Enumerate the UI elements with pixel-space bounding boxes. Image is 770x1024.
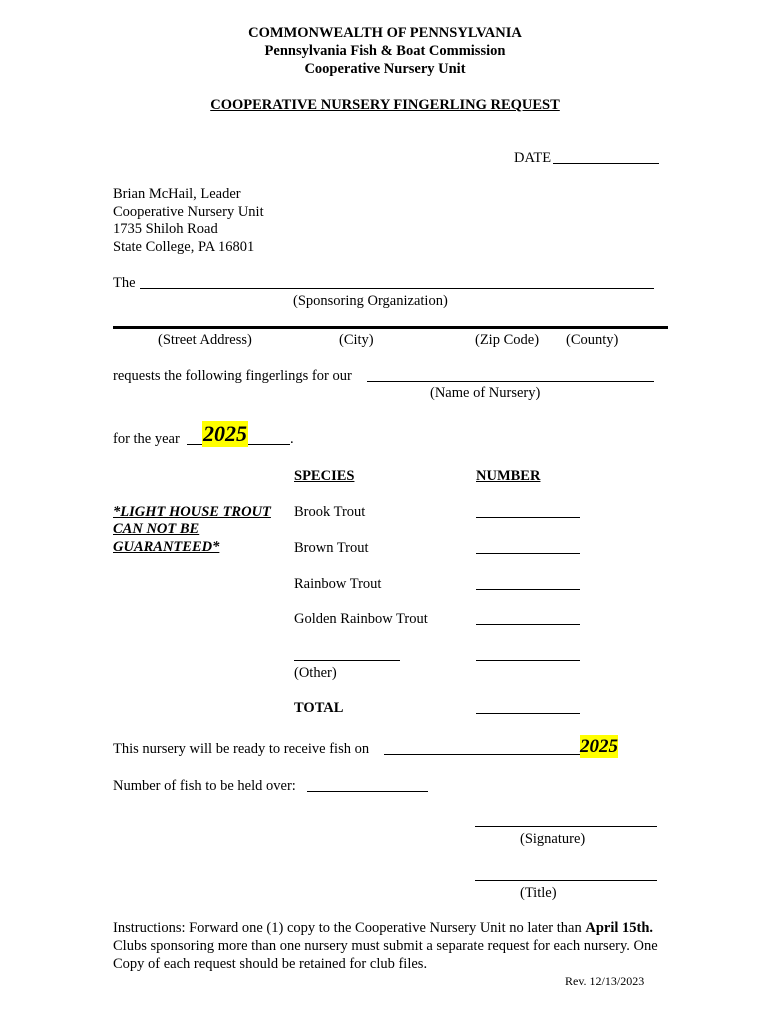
brook-trout-number-field[interactable] (476, 517, 580, 518)
address-street: 1735 Shiloh Road (113, 221, 218, 237)
title-field[interactable] (475, 880, 657, 881)
species-golden-rainbow-trout: Golden Rainbow Trout (294, 611, 428, 627)
header-commission: Pennsylvania Fish & Boat Commission (264, 43, 506, 59)
date-field[interactable] (553, 163, 659, 164)
ready-text: This nursery will be ready to receive fish on (113, 741, 370, 757)
address-name: Brian McHail, Leader (113, 186, 241, 202)
species-rainbow-trout: Rainbow Trout (294, 576, 382, 592)
instructions-deadline: April 15th. (585, 920, 654, 936)
form-title: COOPERATIVE NURSERY FINGERLING REQUEST (210, 97, 560, 113)
nursery-caption: (Name of Nursery) (430, 385, 541, 401)
instructions-part2: Clubs sponsoring more than one nursery must submit a separate request for each nursery. One Copy of each request should be retained for club files. (113, 938, 658, 972)
total-number-field[interactable] (476, 713, 580, 714)
species-brown-trout: Brown Trout (294, 540, 369, 556)
title-caption: (Title) (520, 885, 557, 901)
county-caption: (County) (566, 332, 619, 348)
other-number-field[interactable] (476, 660, 580, 661)
header-commonwealth: COMMONWEALTH OF PENNSYLVANIA (248, 25, 522, 41)
the-label: The (113, 275, 136, 291)
total-label: TOTAL (294, 700, 344, 716)
rainbow-trout-number-field[interactable] (476, 589, 580, 590)
signature-field[interactable] (475, 826, 657, 827)
nursery-name-field[interactable] (367, 381, 654, 382)
year-label: for the year (113, 431, 180, 447)
ready-date-field[interactable] (384, 754, 580, 755)
sponsoring-caption: (Sponsoring Organization) (293, 293, 448, 309)
species-brook-trout: Brook Trout (294, 504, 366, 520)
signature-caption: (Signature) (520, 831, 586, 847)
lighthouse-note-line2: CAN NOT BE (113, 521, 200, 537)
golden-rainbow-number-field[interactable] (476, 624, 580, 625)
instructions-part1: Instructions: Forward one (1) copy to the Cooperative Nursery Unit no later than (113, 920, 586, 936)
date-label: DATE (514, 150, 552, 166)
held-over-field[interactable] (307, 791, 428, 792)
address-field-line[interactable] (113, 326, 668, 329)
lighthouse-note-line3: GUARANTEED* (113, 539, 220, 555)
revision-date: Rev. 12/13/2023 (565, 974, 645, 988)
street-caption: (Street Address) (158, 332, 252, 348)
year-value: 2025 (203, 421, 247, 446)
lighthouse-note-line1: *LIGHT HOUSE TROUT (113, 504, 271, 520)
other-caption: (Other) (294, 665, 337, 681)
held-over-label: Number of fish to be held over: (113, 778, 296, 794)
address-unit: Cooperative Nursery Unit (113, 204, 264, 220)
species-header: SPECIES (294, 468, 355, 484)
city-caption: (City) (339, 332, 374, 348)
instructions (113, 919, 658, 973)
address-city: State College, PA 16801 (113, 239, 255, 255)
request-text: requests the following fingerlings for our (113, 368, 352, 384)
header-unit: Cooperative Nursery Unit (304, 61, 466, 77)
brown-trout-number-field[interactable] (476, 553, 580, 554)
other-species-field[interactable] (294, 660, 400, 661)
ready-year: 2025 (580, 736, 618, 757)
number-header: NUMBER (476, 468, 541, 484)
year-period: . (290, 431, 294, 447)
zip-caption: (Zip Code) (475, 332, 540, 348)
sponsoring-org-field[interactable] (140, 288, 654, 289)
